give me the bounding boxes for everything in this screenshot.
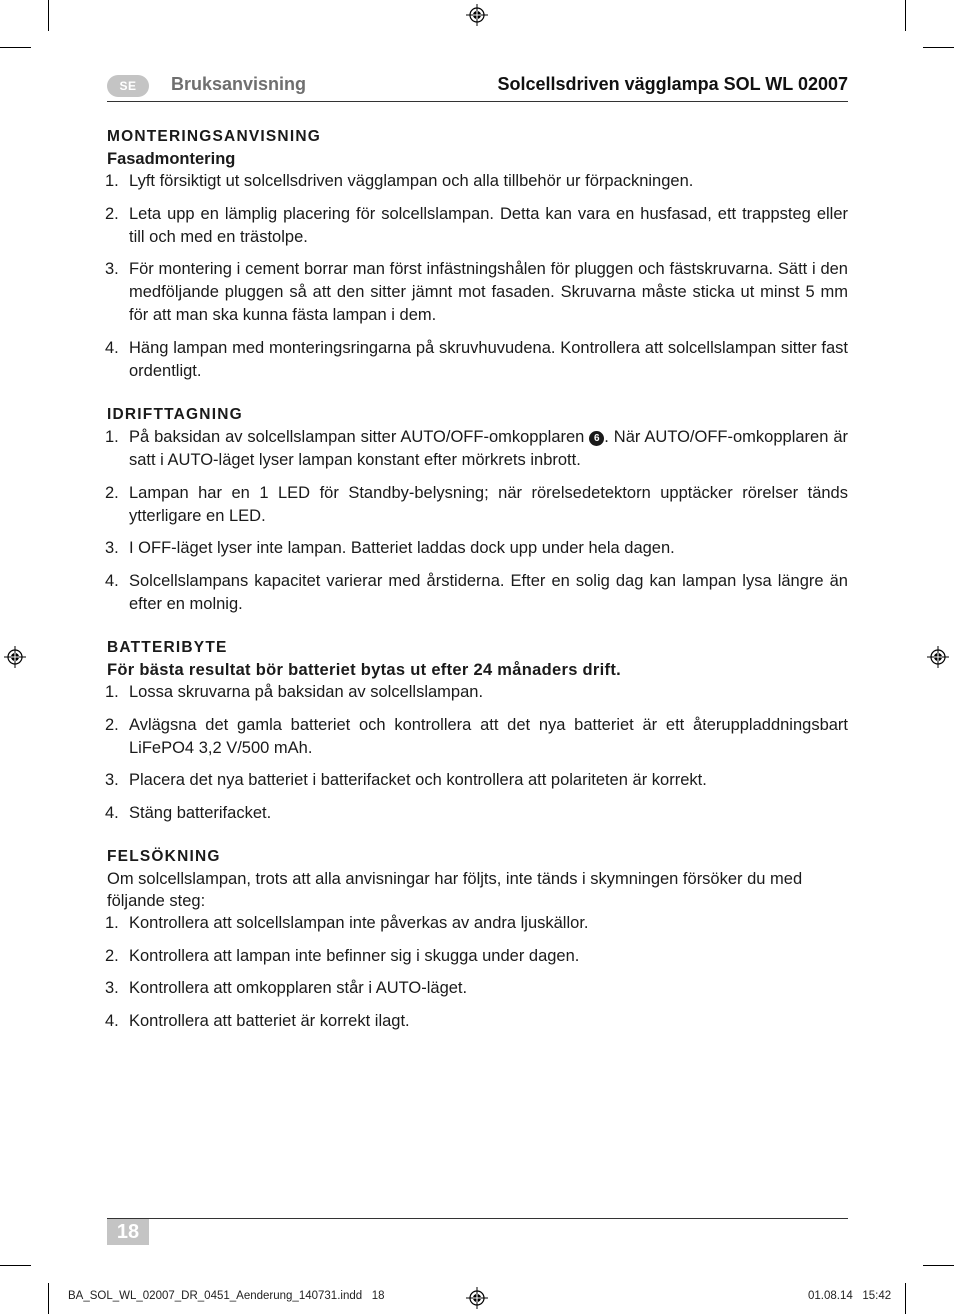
- crop-mark: [0, 47, 31, 48]
- list-number: 3.: [105, 979, 119, 997]
- page-header: [107, 70, 848, 102]
- list-text: Kontrollera att lampan inte befinner sig i skugga under dagen.: [129, 946, 580, 965]
- registration-mark-icon: [466, 4, 488, 26]
- list-number: 3.: [105, 771, 119, 789]
- list-text: I OFF-läget lyser inte lampan. Batteriet laddas dock upp under hela dagen.: [129, 539, 675, 557]
- list-text: . När AUTO/OFF-omkopplaren är satt i AUTO-läget lyser lampan konstant efter mörkrets inbrott.: [129, 428, 848, 469]
- list-text: Lyft försiktigt ut solcellsdriven vägglampan och alla tillbehör ur förpackningen.: [129, 172, 694, 190]
- list-item: [107, 714, 848, 760]
- list-number: 4.: [105, 338, 119, 357]
- list-item: [107, 945, 848, 968]
- section-title: MONTERINGSANVISNING: [107, 128, 321, 145]
- list-item: [107, 482, 848, 528]
- list-number: 1.: [105, 683, 119, 701]
- battery-note: För bästa resultat bör batteriet bytas ut efter 24 månaders drift.: [107, 661, 622, 679]
- list-text: Lossa skruvarna på baksidan av solcellslampan.: [129, 683, 484, 701]
- registration-mark-icon: [927, 646, 949, 668]
- crop-mark: [0, 1265, 31, 1266]
- list-text: Placera det nya batteriet i batterifacket och kontrollera att polariteten är korrekt.: [129, 771, 707, 789]
- print-slug-date: 01.08.14 15:42: [808, 1290, 892, 1302]
- section-troubleshooting: [107, 846, 848, 1033]
- language-badge: SE: [107, 75, 149, 97]
- mounting-steps: [107, 170, 848, 383]
- list-number: 2.: [105, 483, 119, 502]
- troubleshooting-intro: Om solcellslampan, trots att alla anvisningar har följts, inte tänds i skymningen försöker du med följande steg:: [107, 870, 803, 910]
- list-number: 2.: [105, 204, 119, 223]
- section-title: BATTERIBYTE: [107, 639, 228, 656]
- reference-number-badge: 6: [589, 431, 604, 446]
- list-text: Kontrollera att solcellslampan inte påverkas av andra ljuskällor.: [129, 914, 589, 932]
- list-number: 1.: [105, 172, 119, 190]
- list-number: 4.: [105, 803, 119, 822]
- list-text: För montering i cement borrar man först infästningshålen för pluggen och fästskruvarna. Sätt i den medföljande pluggen så att den sitter jämnt mot fasaden. Skruvarna måste sticka ut minst 5 mm för att man ska kunna fästa lampan i dem.: [129, 260, 848, 324]
- list-text: Avlägsna det gamla batteriet och kontrollera att det nya batteriet är ett återuppladdningsbart LiFePO4 3,2 V/500 mAh.: [129, 715, 848, 757]
- page-number: 18: [107, 1219, 149, 1245]
- list-item: [107, 681, 848, 704]
- registration-mark-icon: [4, 646, 26, 668]
- list-text: Solcellslampans kapacitet varierar med årstiderna. Efter en solig dag kan lampan lysa längre än efter en molnig.: [129, 571, 848, 613]
- registration-mark-icon: [466, 1287, 488, 1309]
- list-item: [107, 1010, 848, 1033]
- list-item: [107, 258, 848, 327]
- list-item: [107, 570, 848, 616]
- header-title-right: Solcellsdriven vägglampa SOL WL 02007: [497, 74, 848, 94]
- list-number: 4.: [105, 571, 119, 590]
- section-subtitle: Fasadmontering: [107, 150, 236, 168]
- list-text: Kontrollera att batteriet är korrekt ilagt.: [129, 1011, 410, 1030]
- startup-steps: [107, 426, 848, 616]
- list-text: Häng lampan med monteringsringarna på skruvhuvudena. Kontrollera att solcellslampan sitter fast ordentligt.: [129, 338, 848, 380]
- crop-mark: [923, 1265, 954, 1266]
- section-title: IDRIFTTAGNING: [107, 406, 243, 423]
- page-content: [107, 126, 848, 1042]
- crop-mark: [48, 1283, 49, 1314]
- list-item: [107, 537, 848, 560]
- list-item: [107, 912, 848, 935]
- list-text: Leta upp en lämplig placering för solcellslampan. Detta kan vara en husfasad, ett trappsteg eller till och med en trästolpe.: [129, 204, 848, 246]
- list-item: [107, 977, 848, 1000]
- battery-steps: [107, 681, 848, 825]
- section-battery: [107, 637, 848, 825]
- section-mounting: [107, 126, 848, 383]
- list-item: [107, 337, 848, 383]
- list-text: Kontrollera att omkopplaren står i AUTO-läget.: [129, 979, 468, 997]
- section-startup: [107, 404, 848, 616]
- list-number: 4.: [105, 1011, 119, 1030]
- crop-mark: [923, 47, 954, 48]
- list-number: 3.: [105, 539, 119, 557]
- troubleshooting-steps: [107, 912, 848, 1033]
- list-number: 1.: [105, 428, 119, 446]
- list-item: [107, 203, 848, 249]
- list-text: Stäng batterifacket.: [129, 803, 272, 822]
- list-item: [107, 769, 848, 792]
- list-text: Lampan har en 1 LED för Standby-belysning; när rörelsedetektorn upptäcker rörelser tänds ytterligare en LED.: [129, 483, 848, 525]
- crop-mark: [905, 1283, 906, 1314]
- crop-mark: [905, 0, 906, 31]
- section-title: FELSÖKNING: [107, 848, 221, 865]
- list-number: 1.: [105, 914, 119, 932]
- list-number: 2.: [105, 946, 119, 965]
- header-title-left: Bruksanvisning: [171, 74, 307, 94]
- list-item: [107, 802, 848, 825]
- list-item: [107, 170, 848, 193]
- footer-divider: [107, 1218, 848, 1219]
- list-number: 3.: [105, 260, 119, 278]
- print-slug-filename: BA_SOL_WL_02007_DR_0451_Aenderung_140731.indd 18: [68, 1290, 385, 1302]
- list-number: 2.: [105, 715, 119, 734]
- list-item: [107, 426, 848, 472]
- list-text: På baksidan av solcellslampan sitter AUTO/OFF-omkopplaren: [129, 428, 590, 446]
- crop-mark: [48, 0, 49, 31]
